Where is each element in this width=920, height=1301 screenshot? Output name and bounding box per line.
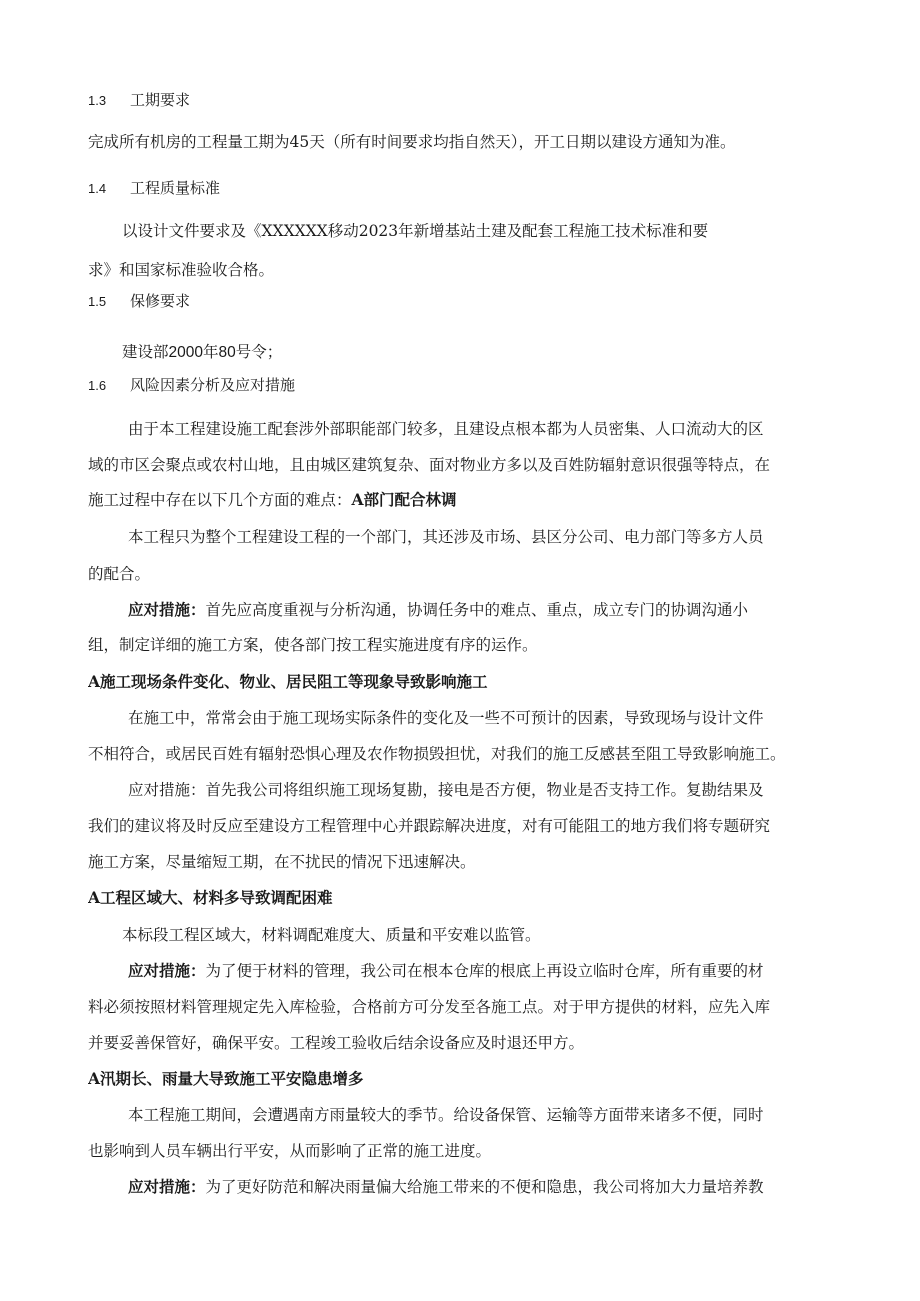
paragraph-line (88, 489, 832, 511)
paragraph-line: 本标段工程区域大，材料调配难度大、质量和平安难以监管。 (122, 926, 541, 944)
text-run: 首先应高度重视与分析沟通，协调任务中的难点、重点，成立专门的协调沟通小 (205, 601, 749, 619)
paragraph-line: 域的市区会聚点或农村山地，且由城区建筑复杂、面对物业方多以及百姓防辐射意识很强等特点，在 (88, 456, 771, 474)
paragraph-line: 也影响到人员车辆出行平安，从而影响了正常的施工进度。 (88, 1142, 492, 1160)
paragraph-line: 施工方案，尽量缩短工期，在不扰民的情况下迅速解决。 (88, 853, 476, 871)
inline-heading: A部门配合林调 (351, 490, 457, 509)
paragraph-line: 并要妥善保管好，确保平安。工程竣工验收后结余设备应及时退还甲方。 (88, 1034, 585, 1052)
section-number: 1.4 (88, 181, 107, 196)
paragraph-line: 完成所有机房的工程量工期为45天（所有时间要求均指自然天），开工日期以建设方通知为准。 (88, 133, 736, 151)
paragraph-line: 以设计文件要求及《XXXXXX移动2023年新增基站土建及配套工程施工技术标准和要 (122, 222, 709, 240)
subheading: A汛期长、雨量大导致施工平安隐患增多 (88, 1069, 364, 1088)
paragraph-line: 本工程只为整个工程建设工程的一个部门，其还涉及市场、县区分公司、电力部门等多方人员 (128, 528, 764, 546)
paragraph-line: 我们的建议将及时反应至建设方工程管理中心并跟踪解决进度，对有可能阻工的地方我们将专题研究 (88, 817, 771, 835)
section-number: 1.3 (88, 93, 107, 108)
section-title: 风险因素分析及应对措施 (130, 377, 296, 394)
text-run: 为了更好防范和解决雨量偏大给施工带来的不便和隐患，我公司将加大力量培养教 (205, 1178, 764, 1196)
paragraph-line (128, 779, 832, 801)
paragraph-line: 组，制定详细的施工方案，使各部门按工程实施进度有序的运作。 (88, 636, 538, 654)
section-heading-1-3 (88, 90, 832, 112)
paragraph-line: 不相符合，或居民百姓有辐射恐惧心理及农作物损毁担忧，对我们的施工反感甚至阻工导致影响施工。 (88, 745, 786, 763)
paragraph-line: 由于本工程建设施工配套涉外部职能部门较多，且建设点根本都为人员密集、人口流动大的区 (128, 420, 764, 438)
section-number: 1.6 (88, 378, 107, 393)
paragraph-line: 料必须按照材料管理规定先入库检验，合格前方可分发至各施工点。对于甲方提供的材料，应先入库 (88, 998, 771, 1016)
section-heading-1-6 (88, 375, 832, 397)
measure-label: 应对措施： (128, 961, 206, 980)
paragraph-line: 求》和国家标准验收合格。 (88, 261, 275, 279)
paragraph-line: 在施工中，常常会由于施工现场实际条件的变化及一些不可预计的因素，导致现场与设计文件 (128, 709, 764, 727)
section-title: 保修要求 (130, 293, 191, 310)
section-heading-1-5 (88, 291, 832, 313)
paragraph-line (128, 599, 832, 621)
measure-label: 应对措施： (128, 1177, 206, 1196)
paragraph-line (128, 1176, 832, 1198)
paragraph-line (128, 960, 832, 982)
paragraph-line: 的配合。 (88, 565, 151, 583)
text-run: 施工过程中存在以下几个方面的难点： (88, 491, 352, 509)
paragraph-line: 本工程施工期间，会遭遇南方雨量较大的季节。给设备保管、运输等方面带来诸多不便，同时 (128, 1106, 764, 1124)
section-number: 1.5 (88, 294, 107, 309)
subheading: A工程区域大、材料多导致调配困难 (88, 888, 333, 907)
paragraph-line: 建设部2000年80号令； (122, 344, 283, 361)
subheading: A施工现场条件变化、物业、居民阻工等现象导致影响施工 (88, 672, 488, 691)
text-run: 首先我公司将组织施工现场复勘，接电是否方便，物业是否支持工作。复勘结果及 (205, 781, 764, 799)
measure-label: 应对措施： (128, 600, 206, 619)
section-heading-1-4 (88, 178, 832, 200)
measure-label: 应对措施： (128, 781, 206, 799)
section-title: 工期要求 (130, 92, 191, 109)
section-title: 工程质量标准 (130, 180, 221, 197)
text-run: 为了便于材料的管理，我公司在根本仓库的根底上再设立临时仓库，所有重要的材 (205, 962, 764, 980)
